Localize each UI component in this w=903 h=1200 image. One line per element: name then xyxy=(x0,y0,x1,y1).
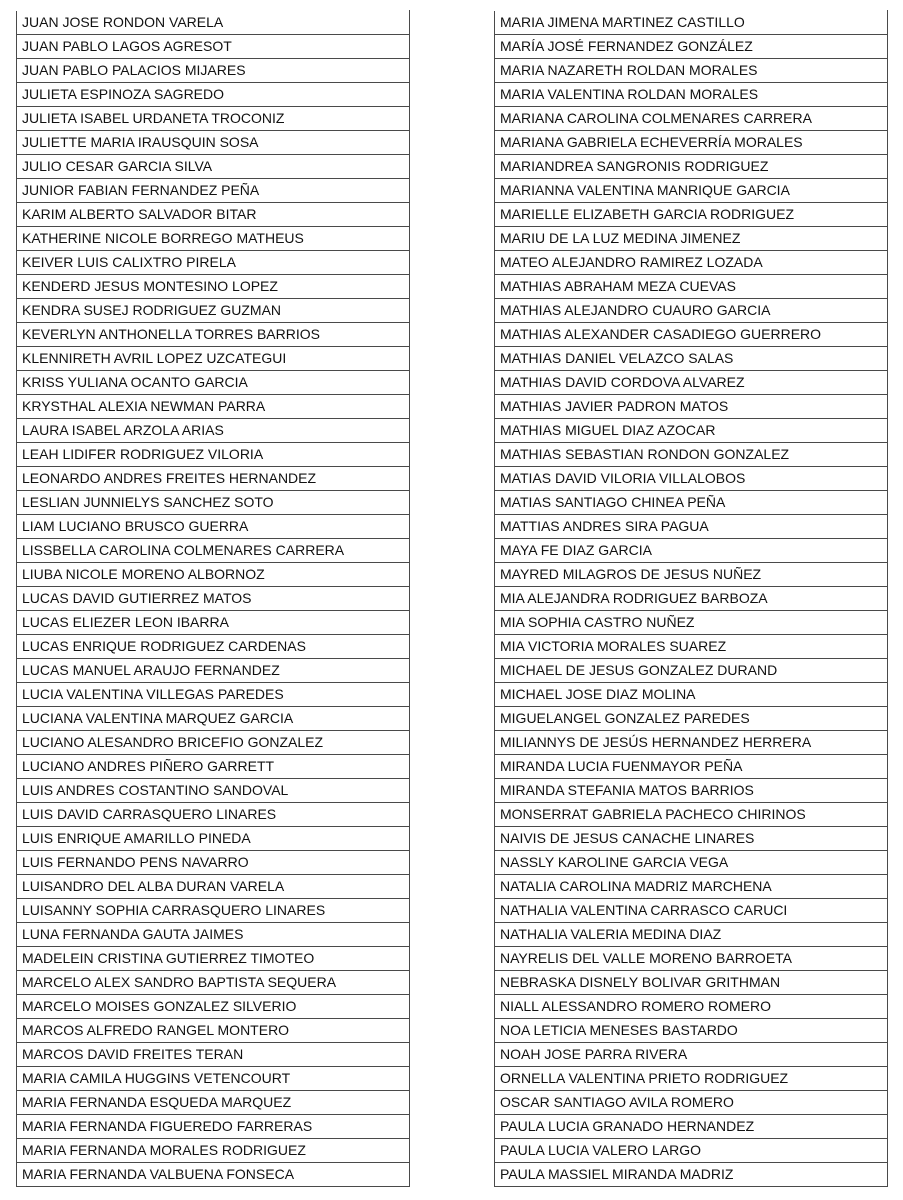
table-row xyxy=(495,827,888,851)
name-cell: MARIANDREA SANGRONIS RODRIGUEZ xyxy=(495,155,888,179)
name-cell: LIUBA NICOLE MORENO ALBORNOZ xyxy=(17,563,410,587)
names-table-right-body xyxy=(495,11,888,1187)
table-row xyxy=(495,563,888,587)
table-row xyxy=(495,971,888,995)
name-cell: MATHIAS ABRAHAM MEZA CUEVAS xyxy=(495,275,888,299)
table-row xyxy=(495,803,888,827)
table-row xyxy=(17,35,410,59)
table-row xyxy=(17,587,410,611)
name-cell: LESLIAN JUNNIELYS SANCHEZ SOTO xyxy=(17,491,410,515)
name-cell: NATALIA CAROLINA MADRIZ MARCHENA xyxy=(495,875,888,899)
table-row xyxy=(495,131,888,155)
table-row xyxy=(17,635,410,659)
name-cell: MATHIAS ALEXANDER CASADIEGO GUERRERO xyxy=(495,323,888,347)
name-cell: KARIM ALBERTO SALVADOR BITAR xyxy=(17,203,410,227)
name-cell: MARIA NAZARETH ROLDAN MORALES xyxy=(495,59,888,83)
name-cell: MARCOS DAVID FREITES TERAN xyxy=(17,1043,410,1067)
table-row xyxy=(17,491,410,515)
name-cell: LUCAS ELIEZER LEON IBARRA xyxy=(17,611,410,635)
table-row xyxy=(17,251,410,275)
table-row xyxy=(495,35,888,59)
name-cell: PAULA LUCIA VALERO LARGO xyxy=(495,1139,888,1163)
name-cell: LUCAS MANUEL ARAUJO FERNANDEZ xyxy=(17,659,410,683)
table-row xyxy=(17,707,410,731)
table-row xyxy=(495,179,888,203)
name-cell: KENDERD JESUS MONTESINO LOPEZ xyxy=(17,275,410,299)
table-row xyxy=(17,275,410,299)
table-row xyxy=(495,731,888,755)
name-cell: NIALL ALESSANDRO ROMERO ROMERO xyxy=(495,995,888,1019)
name-cell: LUCIANO ALESANDRO BRICEFIO GONZALEZ xyxy=(17,731,410,755)
name-cell: JUNIOR FABIAN FERNANDEZ PEÑA xyxy=(17,179,410,203)
table-row xyxy=(17,443,410,467)
name-cell: MARIA VALENTINA ROLDAN MORALES xyxy=(495,83,888,107)
name-cell: NASSLY KAROLINE GARCIA VEGA xyxy=(495,851,888,875)
name-cell: KLENNIRETH AVRIL LOPEZ UZCATEGUI xyxy=(17,347,410,371)
name-cell: MIRANDA LUCIA FUENMAYOR PEÑA xyxy=(495,755,888,779)
name-cell: MARIA FERNANDA VALBUENA FONSECA xyxy=(17,1163,410,1187)
name-cell: MARIA FERNANDA FIGUEREDO FARRERAS xyxy=(17,1115,410,1139)
name-cell: MATHIAS DAVID CORDOVA ALVAREZ xyxy=(495,371,888,395)
table-row xyxy=(17,851,410,875)
name-cell: MARIANA GABRIELA ECHEVERRÍA MORALES xyxy=(495,131,888,155)
name-cell: NAIVIS DE JESUS CANACHE LINARES xyxy=(495,827,888,851)
name-cell: MARÍA JOSÉ FERNANDEZ GONZÁLEZ xyxy=(495,35,888,59)
name-cell: NATHALIA VALENTINA CARRASCO CARUCI xyxy=(495,899,888,923)
name-cell: LISSBELLA CAROLINA COLMENARES CARRERA xyxy=(17,539,410,563)
name-cell: KEVERLYN ANTHONELLA TORRES BARRIOS xyxy=(17,323,410,347)
table-row xyxy=(17,803,410,827)
name-cell: KATHERINE NICOLE BORREGO MATHEUS xyxy=(17,227,410,251)
name-cell: LUIS FERNANDO PENS NAVARRO xyxy=(17,851,410,875)
table-row xyxy=(495,203,888,227)
name-cell: MIRANDA STEFANIA MATOS BARRIOS xyxy=(495,779,888,803)
table-row xyxy=(495,59,888,83)
table-row xyxy=(495,659,888,683)
table-row xyxy=(495,611,888,635)
name-cell: MATIAS DAVID VILORIA VILLALOBOS xyxy=(495,467,888,491)
name-cell: LUISANDRO DEL ALBA DURAN VARELA xyxy=(17,875,410,899)
name-cell: MARIA FERNANDA MORALES RODRIGUEZ xyxy=(17,1139,410,1163)
table-row xyxy=(495,299,888,323)
table-row xyxy=(495,1019,888,1043)
table-row xyxy=(495,155,888,179)
table-row xyxy=(495,11,888,35)
name-cell: PAULA MASSIEL MIRANDA MADRIZ xyxy=(495,1163,888,1187)
table-row xyxy=(17,1043,410,1067)
table-row xyxy=(17,875,410,899)
table-row xyxy=(17,995,410,1019)
table-row xyxy=(495,635,888,659)
name-cell: MADELEIN CRISTINA GUTIERREZ TIMOTEO xyxy=(17,947,410,971)
table-row xyxy=(17,467,410,491)
table-row xyxy=(495,1043,888,1067)
name-cell: LIAM LUCIANO BRUSCO GUERRA xyxy=(17,515,410,539)
table-row xyxy=(495,1163,888,1187)
name-cell: KRYSTHAL ALEXIA NEWMAN PARRA xyxy=(17,395,410,419)
table-row xyxy=(17,83,410,107)
names-table-left xyxy=(16,10,410,1187)
name-cell: MIA ALEJANDRA RODRIGUEZ BARBOZA xyxy=(495,587,888,611)
table-row xyxy=(17,683,410,707)
table-row xyxy=(17,1163,410,1187)
name-cell: LUIS DAVID CARRASQUERO LINARES xyxy=(17,803,410,827)
name-cell: MATHIAS JAVIER PADRON MATOS xyxy=(495,395,888,419)
table-row xyxy=(495,491,888,515)
name-cell: KRISS YULIANA OCANTO GARCIA xyxy=(17,371,410,395)
table-row xyxy=(17,731,410,755)
table-row xyxy=(17,755,410,779)
table-row xyxy=(495,107,888,131)
name-cell: JUAN PABLO PALACIOS MIJARES xyxy=(17,59,410,83)
name-cell: LUCIA VALENTINA VILLEGAS PAREDES xyxy=(17,683,410,707)
table-row xyxy=(495,899,888,923)
name-cell: JULIO CESAR GARCIA SILVA xyxy=(17,155,410,179)
table-row xyxy=(17,1067,410,1091)
table-row xyxy=(495,923,888,947)
name-cell: LUCIANA VALENTINA MARQUEZ GARCIA xyxy=(17,707,410,731)
table-row xyxy=(17,611,410,635)
name-cell: JULIETTE MARIA IRAUSQUIN SOSA xyxy=(17,131,410,155)
name-cell: OSCAR SANTIAGO AVILA ROMERO xyxy=(495,1091,888,1115)
name-cell: MATHIAS ALEJANDRO CUAURO GARCIA xyxy=(495,299,888,323)
name-cell: MATHIAS MIGUEL DIAZ AZOCAR xyxy=(495,419,888,443)
table-row xyxy=(17,155,410,179)
names-table-left-body xyxy=(17,11,410,1187)
name-cell: MATTIAS ANDRES SIRA PAGUA xyxy=(495,515,888,539)
name-cell: MARCELO ALEX SANDRO BAPTISTA SEQUERA xyxy=(17,971,410,995)
name-cell: MATIAS SANTIAGO CHINEA PEÑA xyxy=(495,491,888,515)
name-cell: MARCELO MOISES GONZALEZ SILVERIO xyxy=(17,995,410,1019)
table-row xyxy=(17,347,410,371)
table-row xyxy=(495,275,888,299)
name-cell: JULIETA ISABEL URDANETA TROCONIZ xyxy=(17,107,410,131)
name-cell: MIA SOPHIA CASTRO NUÑEZ xyxy=(495,611,888,635)
table-row xyxy=(17,563,410,587)
table-row xyxy=(495,875,888,899)
name-cell: LUNA FERNANDA GAUTA JAIMES xyxy=(17,923,410,947)
table-row xyxy=(17,203,410,227)
table-row xyxy=(495,779,888,803)
name-cell: LEAH LIDIFER RODRIGUEZ VILORIA xyxy=(17,443,410,467)
table-row xyxy=(495,419,888,443)
table-row xyxy=(17,515,410,539)
table-row xyxy=(495,395,888,419)
table-row xyxy=(17,827,410,851)
name-cell: MARIA CAMILA HUGGINS VETENCOURT xyxy=(17,1067,410,1091)
name-cell: NEBRASKA DISNELY BOLIVAR GRITHMAN xyxy=(495,971,888,995)
table-row xyxy=(495,539,888,563)
name-cell: LUCAS ENRIQUE RODRIGUEZ CARDENAS xyxy=(17,635,410,659)
name-cell: MARIANNA VALENTINA MANRIQUE GARCIA xyxy=(495,179,888,203)
table-row xyxy=(495,1115,888,1139)
table-row xyxy=(495,227,888,251)
table-row xyxy=(17,899,410,923)
name-cell: LUISANNY SOPHIA CARRASQUERO LINARES xyxy=(17,899,410,923)
table-row xyxy=(495,467,888,491)
name-cell: MAYRED MILAGROS DE JESUS NUÑEZ xyxy=(495,563,888,587)
name-cell: MARIANA CAROLINA COLMENARES CARRERA xyxy=(495,107,888,131)
table-row xyxy=(17,1115,410,1139)
table-row xyxy=(495,1139,888,1163)
name-cell: MIGUELANGEL GONZALEZ PAREDES xyxy=(495,707,888,731)
name-cell: LUIS ANDRES COSTANTINO SANDOVAL xyxy=(17,779,410,803)
table-row xyxy=(17,11,410,35)
name-cell: NAYRELIS DEL VALLE MORENO BARROETA xyxy=(495,947,888,971)
table-row xyxy=(17,1091,410,1115)
table-row xyxy=(17,947,410,971)
table-row xyxy=(495,371,888,395)
table-row xyxy=(495,947,888,971)
table-row xyxy=(495,83,888,107)
name-cell: MATEO ALEJANDRO RAMIREZ LOZADA xyxy=(495,251,888,275)
table-row xyxy=(495,347,888,371)
name-cell: MARIU DE LA LUZ MEDINA JIMENEZ xyxy=(495,227,888,251)
name-cell: MATHIAS SEBASTIAN RONDON GONZALEZ xyxy=(495,443,888,467)
table-row xyxy=(17,419,410,443)
name-cell: JUAN PABLO LAGOS AGRESOT xyxy=(17,35,410,59)
name-cell: LUCIANO ANDRES PIÑERO GARRETT xyxy=(17,755,410,779)
table-row xyxy=(495,323,888,347)
name-cell: MAYA FE DIAZ GARCIA xyxy=(495,539,888,563)
table-row xyxy=(17,1019,410,1043)
table-row xyxy=(495,683,888,707)
table-row xyxy=(17,179,410,203)
table-row xyxy=(495,707,888,731)
name-cell: MARIA FERNANDA ESQUEDA MARQUEZ xyxy=(17,1091,410,1115)
name-cell: MONSERRAT GABRIELA PACHECO CHIRINOS xyxy=(495,803,888,827)
table-row xyxy=(17,107,410,131)
table-row xyxy=(17,395,410,419)
table-row xyxy=(17,299,410,323)
table-row xyxy=(495,995,888,1019)
table-row xyxy=(17,59,410,83)
table-row xyxy=(495,443,888,467)
table-row xyxy=(17,227,410,251)
name-cell: MICHAEL JOSE DIAZ MOLINA xyxy=(495,683,888,707)
names-table-right xyxy=(494,10,888,1187)
name-cell: MATHIAS DANIEL VELAZCO SALAS xyxy=(495,347,888,371)
name-cell: LUIS ENRIQUE AMARILLO PINEDA xyxy=(17,827,410,851)
name-cell: PAULA LUCIA GRANADO HERNANDEZ xyxy=(495,1115,888,1139)
table-row xyxy=(495,251,888,275)
table-row xyxy=(17,971,410,995)
name-cell: MARIA JIMENA MARTINEZ CASTILLO xyxy=(495,11,888,35)
name-cell: MILIANNYS DE JESÚS HERNANDEZ HERRERA xyxy=(495,731,888,755)
table-row xyxy=(17,539,410,563)
name-cell: LAURA ISABEL ARZOLA ARIAS xyxy=(17,419,410,443)
table-row xyxy=(17,779,410,803)
table-row xyxy=(495,587,888,611)
table-row xyxy=(17,1139,410,1163)
name-cell: MARIELLE ELIZABETH GARCIA RODRIGUEZ xyxy=(495,203,888,227)
table-row xyxy=(17,323,410,347)
name-cell: JULIETA ESPINOZA SAGREDO xyxy=(17,83,410,107)
table-row xyxy=(495,851,888,875)
name-cell: LUCAS DAVID GUTIERREZ MATOS xyxy=(17,587,410,611)
table-row xyxy=(17,659,410,683)
name-cell: JUAN JOSE RONDON VARELA xyxy=(17,11,410,35)
name-cell: NOAH JOSE PARRA RIVERA xyxy=(495,1043,888,1067)
name-cell: ORNELLA VALENTINA PRIETO RODRIGUEZ xyxy=(495,1067,888,1091)
table-row xyxy=(17,923,410,947)
table-row xyxy=(495,1067,888,1091)
name-cell: MIA VICTORIA MORALES SUAREZ xyxy=(495,635,888,659)
name-cell: MICHAEL DE JESUS GONZALEZ DURAND xyxy=(495,659,888,683)
name-cell: KEIVER LUIS CALIXTRO PIRELA xyxy=(17,251,410,275)
table-row xyxy=(495,1091,888,1115)
name-cell: LEONARDO ANDRES FREITES HERNANDEZ xyxy=(17,467,410,491)
name-cell: KENDRA SUSEJ RODRIGUEZ GUZMAN xyxy=(17,299,410,323)
table-row xyxy=(495,755,888,779)
name-cell: MARCOS ALFREDO RANGEL MONTERO xyxy=(17,1019,410,1043)
table-row xyxy=(17,371,410,395)
name-cell: NATHALIA VALERIA MEDINA DIAZ xyxy=(495,923,888,947)
table-row xyxy=(495,515,888,539)
table-row xyxy=(17,131,410,155)
name-cell: NOA LETICIA MENESES BASTARDO xyxy=(495,1019,888,1043)
